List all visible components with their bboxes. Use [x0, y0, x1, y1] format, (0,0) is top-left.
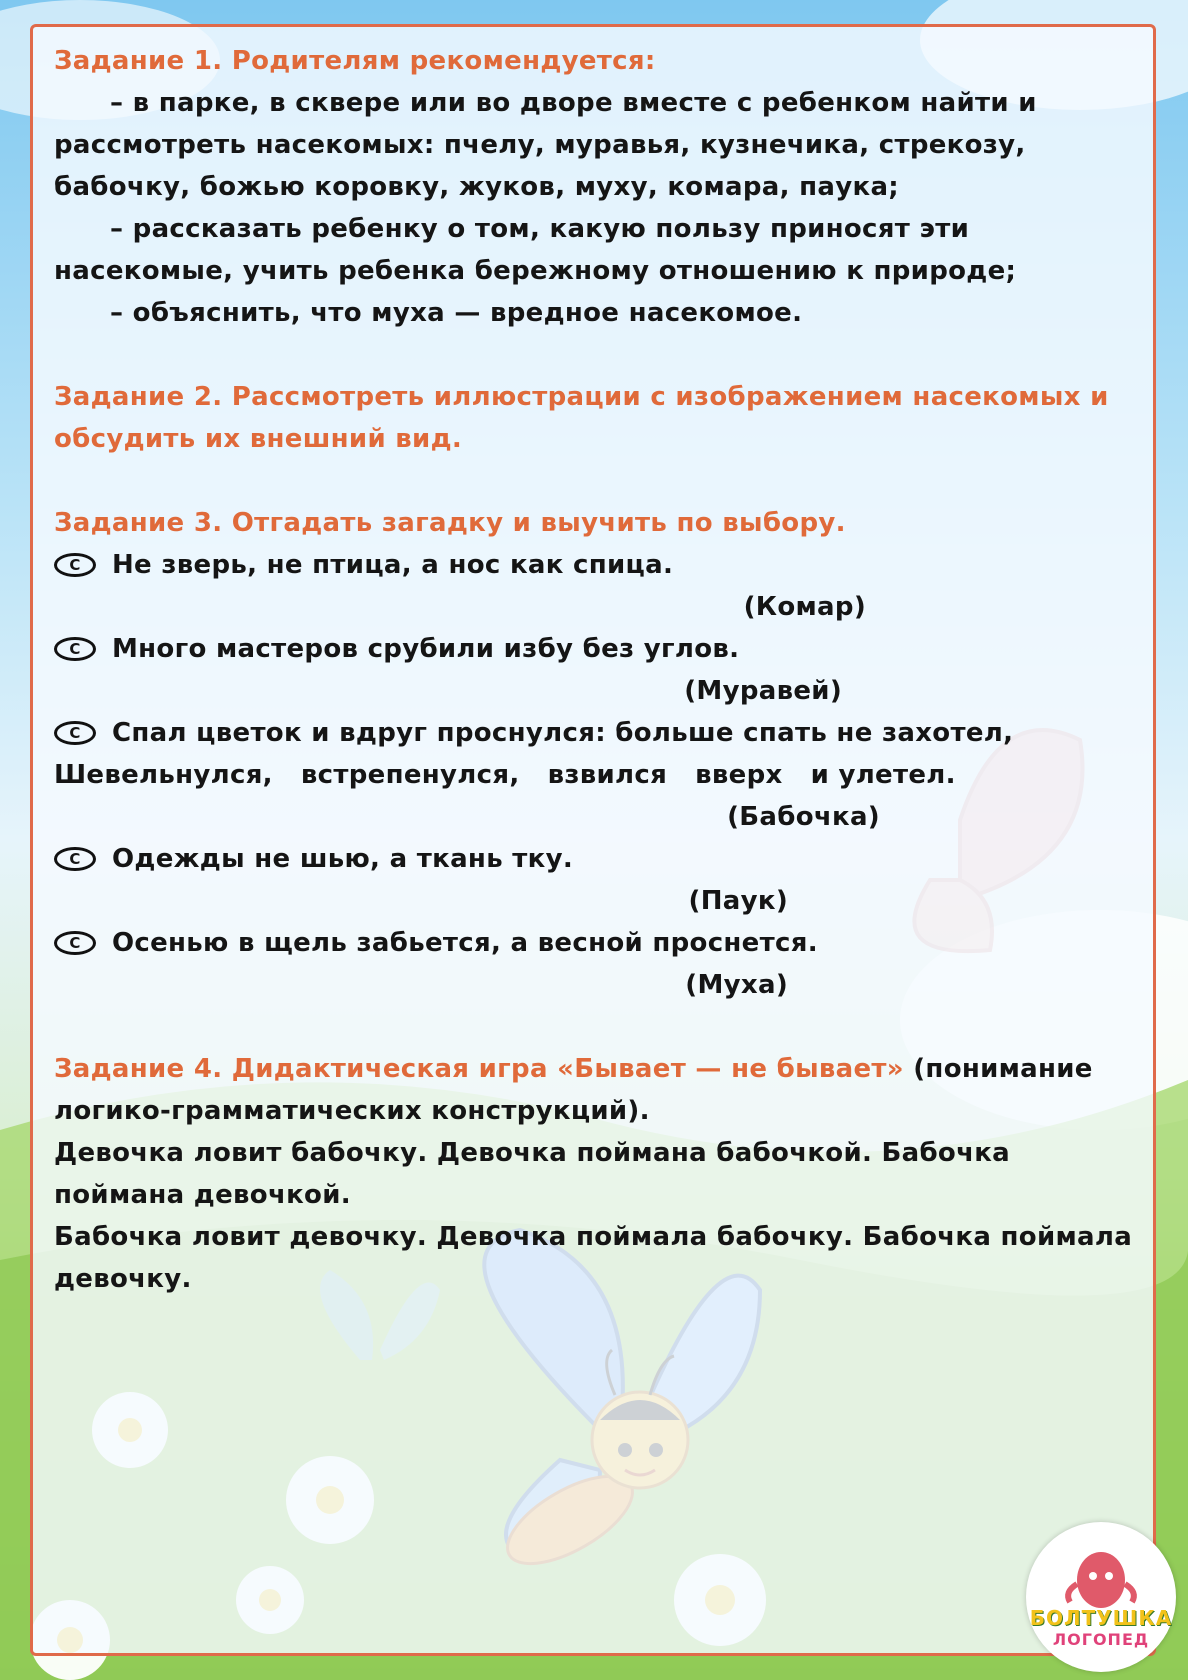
riddle-answer: (Муравей) — [684, 676, 842, 706]
copyright-circle-icon: C — [54, 553, 96, 577]
task4-line1: Девочка ловит бабочку. Девочка поймана бабочкой. Бабочка поймана девочкой. — [54, 1138, 1011, 1210]
riddle-text: Не зверь, не птица, а нос как спица. — [112, 550, 674, 580]
riddle-answer: (Муха) — [685, 970, 788, 1000]
task1-line3: – объяснить, что муха — вредное насекомое. — [110, 298, 803, 328]
copyright-circle-icon: C — [54, 847, 96, 871]
copyright-circle-icon: C — [54, 721, 96, 745]
riddle-1 — [54, 544, 1134, 586]
task2-title: Задание 2. Рассмотреть иллюстрации с изображением насекомых и обсудить их внешний вид. — [54, 382, 1109, 454]
logo — [1026, 1522, 1176, 1672]
task4-title — [54, 1048, 1134, 1132]
logo-title: БОЛТУШКА — [1029, 1606, 1173, 1630]
riddle-answer: (Комар) — [743, 592, 866, 622]
riddle-text: Много мастеров срубили избу без углов. — [112, 634, 740, 664]
logo-subtitle: ЛОГОПЕД — [1052, 1630, 1150, 1649]
riddle-3 — [54, 712, 1134, 754]
riddle-text-continued: Шевельнулся, встрепенулся, взвился вверх и улетел. — [54, 760, 956, 790]
riddle-answer: (Бабочка) — [727, 802, 880, 832]
copyright-circle-icon: C — [54, 637, 96, 661]
riddle-text: Одежды не шью, а ткань тку. — [112, 844, 574, 874]
copyright-circle-icon: C — [54, 931, 96, 955]
riddle-text: Осенью в щель забьется, а весной проснется. — [112, 928, 818, 958]
riddle-answer: (Паук) — [688, 886, 788, 916]
riddle-4 — [54, 838, 1134, 880]
logo-mascot-icon — [1026, 1522, 1176, 1612]
task4-title-main: Задание 4. Дидактическая игра «Бывает — не бывает» — [54, 1054, 904, 1084]
riddle-2 — [54, 628, 1134, 670]
task1-line1: – в парке, в сквере или во дворе вместе с ребенком найти и рассмотреть насекомых: пчелу, муравья, кузнечика, стрекозу, бабочку, божью коровку, жуков, муху, комара, паука; — [54, 88, 1037, 202]
task1-title: Задание 1. Родителям рекомендуется: — [54, 46, 656, 76]
riddle-text: Спал цветок и вдруг проснулся: больше спать не захотел, — [112, 718, 1014, 748]
task4-title-rest: (понимание логико-грамматических конструкций). — [54, 1054, 1093, 1126]
riddle-5 — [54, 922, 1134, 964]
page-content — [54, 40, 1134, 1300]
task4-line2: Бабочка ловит девочку. Девочка поймала бабочку. Бабочка поймала девочку. — [54, 1222, 1133, 1294]
task1-line2: – рассказать ребенку о том, какую пользу приносят эти насекомые, учить ребенка бережному отношению к природе; — [54, 214, 1017, 286]
task3-title: Задание 3. Отгадать загадку и выучить по выбору. — [54, 508, 846, 538]
